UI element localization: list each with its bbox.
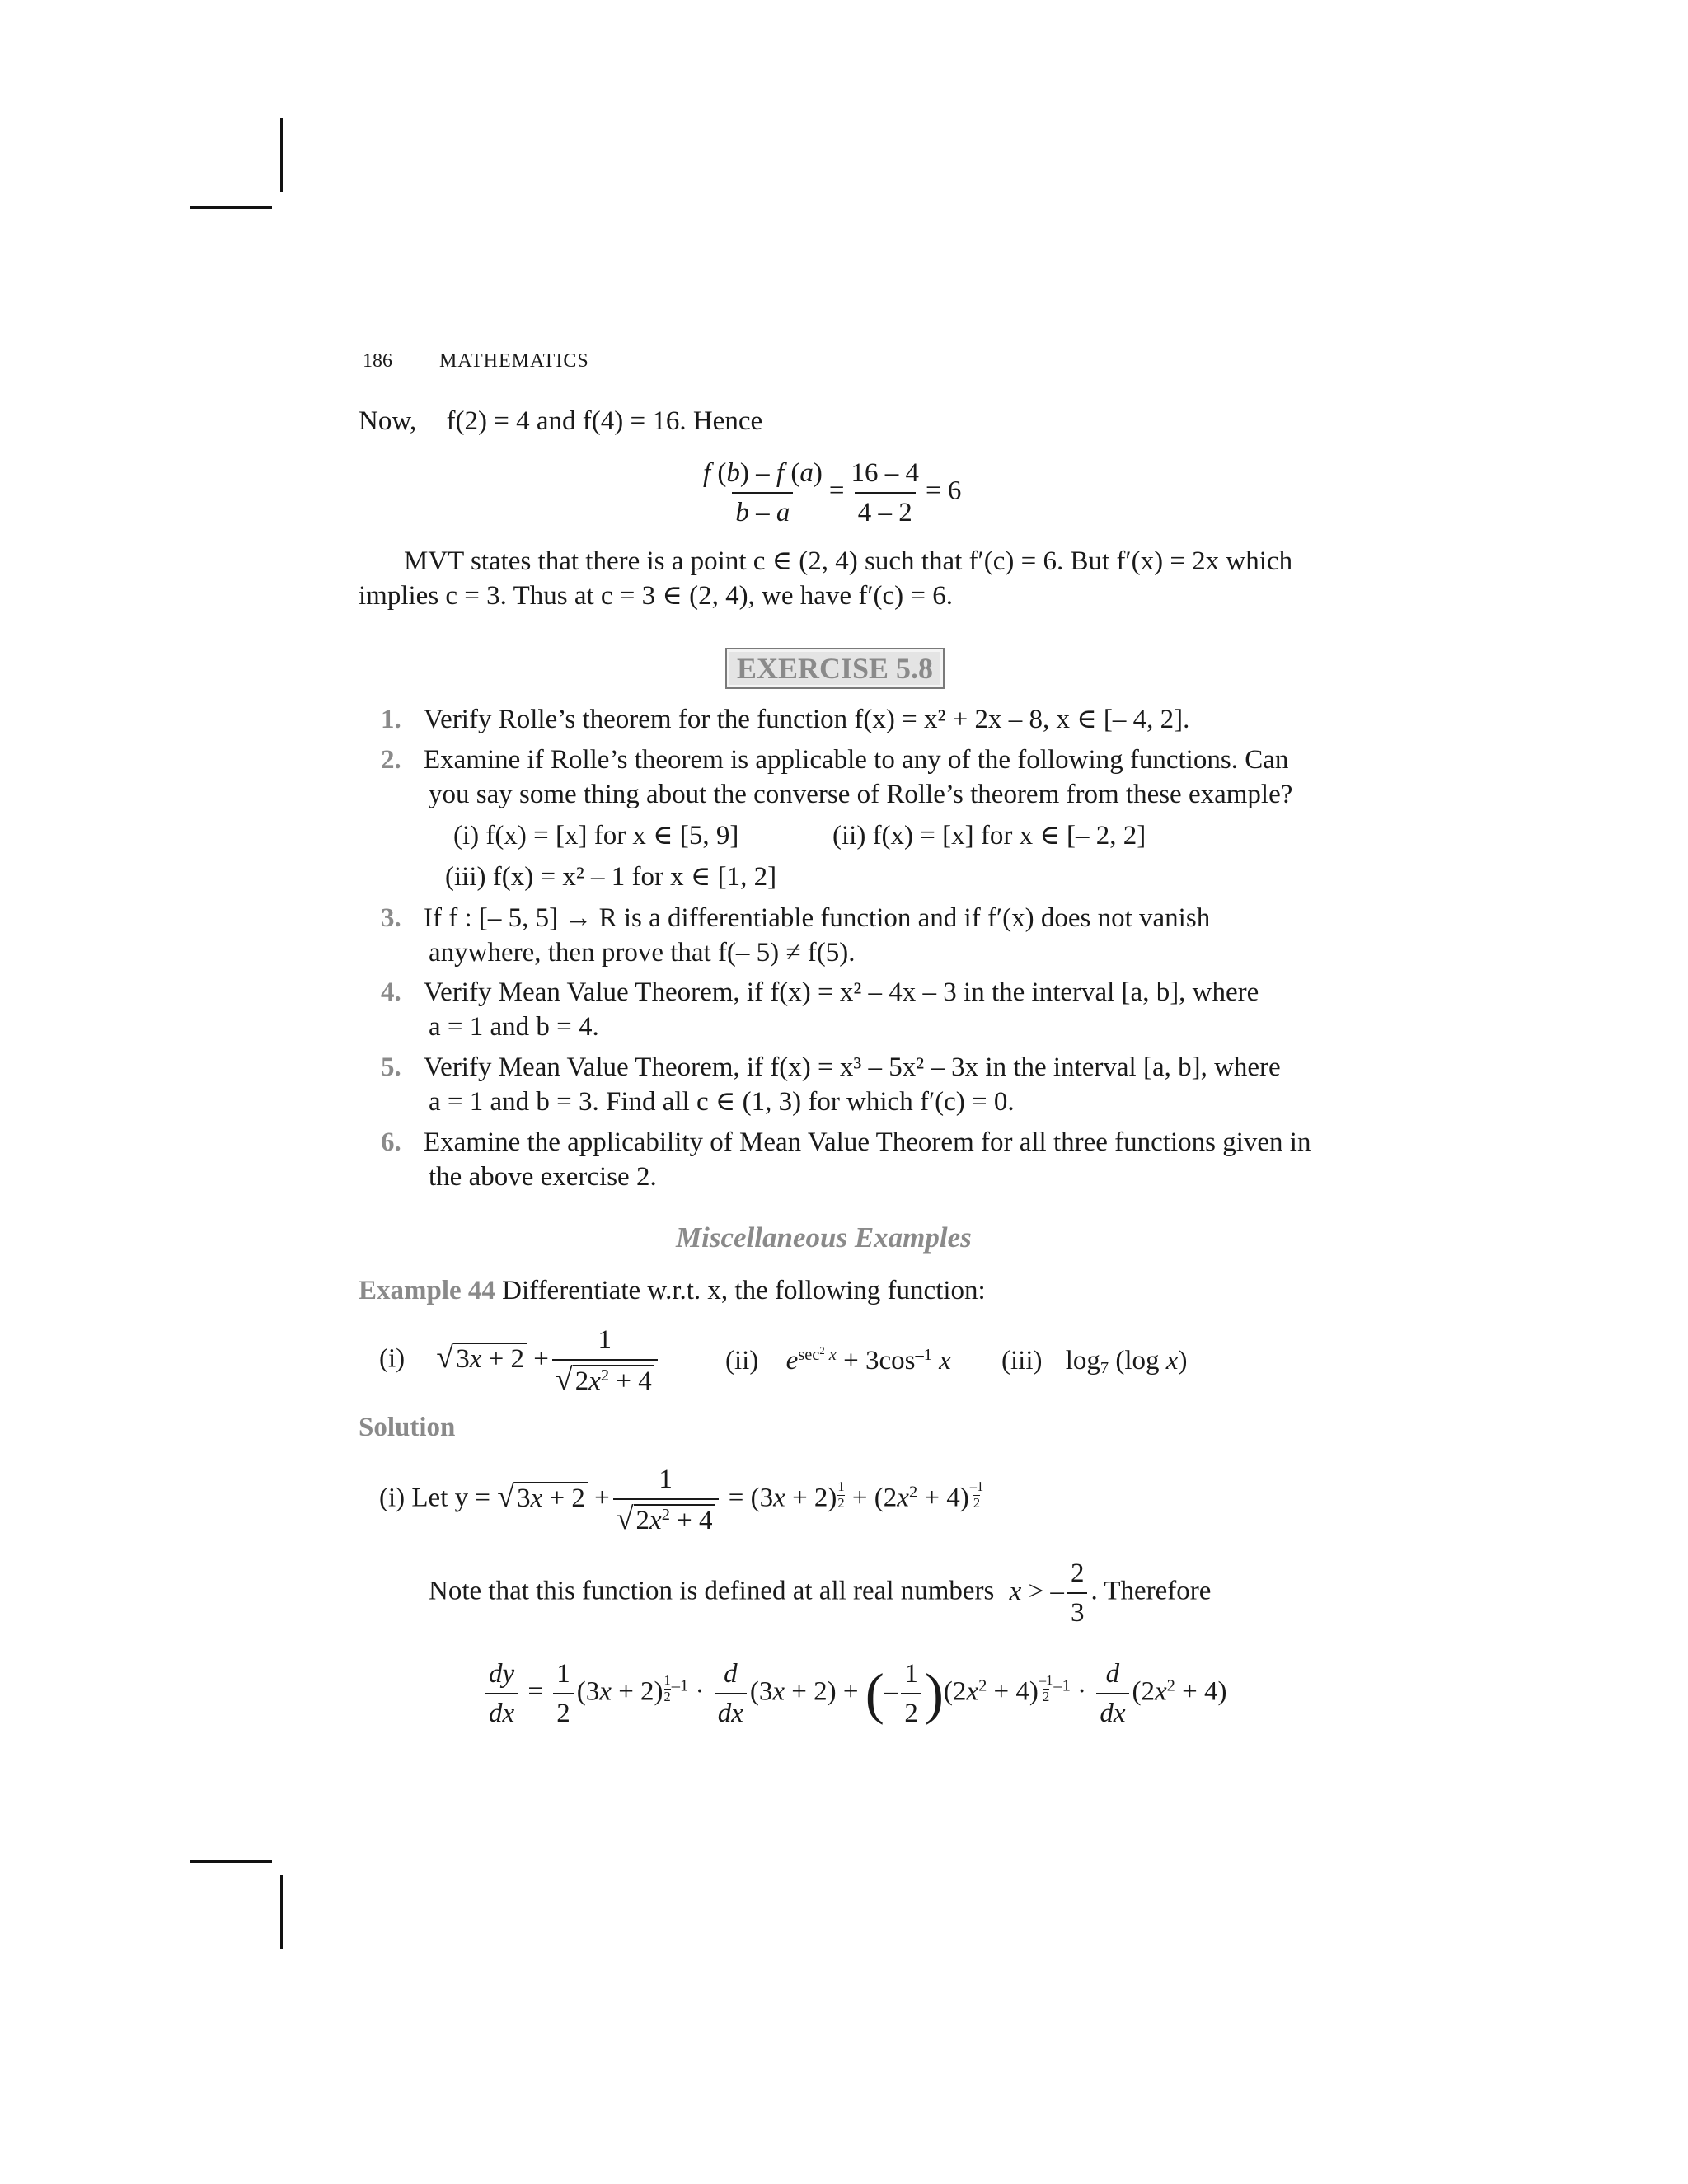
now-word: Now, xyxy=(359,406,417,436)
crop-mark-top-horizontal xyxy=(190,206,272,209)
now-line xyxy=(359,404,762,438)
mvt-fraction-equation: $\frac{f (b) - f (a)}{b - a}$ = $\frac{16 - 4}{4 - 2}$ = 6 xyxy=(696,456,961,530)
exercise-item-2-line-2: you say some thing about the converse of Rolle’s theorem from these example? xyxy=(429,780,1293,809)
exercise-item-5: 5. Verify Mean Value Theorem, if f(x) = x³ – 5x² – 3x in the interval [a, b], where xyxy=(381,1052,1281,1082)
exercise-item-3: 3. If f : [– 5, 5] → R is a differentiable function and if f′(x) does not vanish xyxy=(381,903,1211,933)
running-title: MATHEMATICS xyxy=(439,350,589,372)
crop-mark-bottom-vertical xyxy=(280,1875,283,1949)
exercise-item-2-sub-i: (i) f(x) = [x] for x ∈ [5, 9] xyxy=(453,821,739,851)
example-44-line xyxy=(359,1273,986,1308)
mvt-line-2: implies c = 3. Thus at c = 3 ∈ (2, 4), we have f′(c) = 6. xyxy=(359,581,954,611)
exercise-item-6-line-2: the above exercise 2. xyxy=(429,1162,657,1192)
exercise-item-4: 4. Verify Mean Value Theorem, if f(x) = x² – 4x – 3 in the interval [a, b], where xyxy=(381,977,1259,1007)
example-part-i: (i) √3x + 2 + $\frac{1}{√2x^2 + 4}$ xyxy=(379,1323,661,1399)
example-part-ii: (ii) $e^{sec^2 x} + 3\cos^{-1}$ x xyxy=(725,1344,951,1376)
mvt-line-1: MVT states that there is a point c ∈ (2, 4) such that f′(c) = 6. But f′(x) = 2x which xyxy=(404,546,1293,576)
exercise-heading: EXERCISE 5.8 xyxy=(725,648,945,689)
exercise-item-3-line-2: anywhere, then prove that f(– 5) ≠ f(5). xyxy=(429,938,856,968)
exercise-item-2-sub-iii: (iii) f(x) = x² – 1 for x ∈ [1, 2] xyxy=(445,862,777,892)
note-line: Note that this function is defined at all real numbers x > – $\frac{2}{3}$ . Therefore xyxy=(429,1556,1211,1630)
solution-let-equation: (i) Let y = √3x + 2 + $\frac{1}{√2x^2 + 4}$ = (3x + 2) $\frac{1}{2}$ + $(2x^2 + 4)$ $\frac{-1}{2}$ xyxy=(379,1465,984,1536)
derivative-equation: $\frac{dy}{dx}$ = $\frac{1}{2}$ (3x + 2) $\frac{1}{2}$ $^{-1}$ · $\frac{d}{dx}$ (3x + 2) + (– $\frac{1}{2}$ )$(2x^2 + 4)$ $\frac{-1}{2}$ $^{-1}$ · $\frac{d}{dx}$ $(2x^2 + 4)$ xyxy=(482,1657,1226,1731)
page-number: 186 xyxy=(363,350,392,372)
solution-label: Solution xyxy=(359,1413,456,1442)
misc-heading: Miscellaneous Examples xyxy=(676,1221,972,1254)
exercise-item-2: 2. Examine if Rolle’s theorem is applicable to any of the following functions. Can xyxy=(381,745,1289,775)
exercise-item-2-sub-ii: (ii) f(x) = [x] for x ∈ [– 2, 2] xyxy=(832,821,1146,851)
example-label: Example 44 xyxy=(359,1276,495,1305)
crop-mark-bottom-horizontal xyxy=(190,1860,272,1863)
crop-mark-top-vertical xyxy=(280,118,283,192)
now-statement: f(2) = 4 and f(4) = 16. Hence xyxy=(446,406,763,436)
example-part-iii: (iii) $\log_7 (\log$ x) xyxy=(1001,1346,1188,1378)
exercise-item-1: 1. Verify Rolle’s theorem for the function f(x) = x² + 2x – 8, x ∈ [– 4, 2]. xyxy=(381,705,1190,734)
exercise-item-5-line-2: a = 1 and b = 3. Find all c ∈ (1, 3) for which f′(c) = 0. xyxy=(429,1087,1015,1117)
example-text: Differentiate w.r.t. x, the following function: xyxy=(502,1276,986,1305)
exercise-item-4-line-2: a = 1 and b = 4. xyxy=(429,1012,599,1042)
exercise-item-6: 6. Examine the applicability of Mean Value Theorem for all three functions given in xyxy=(381,1127,1311,1157)
